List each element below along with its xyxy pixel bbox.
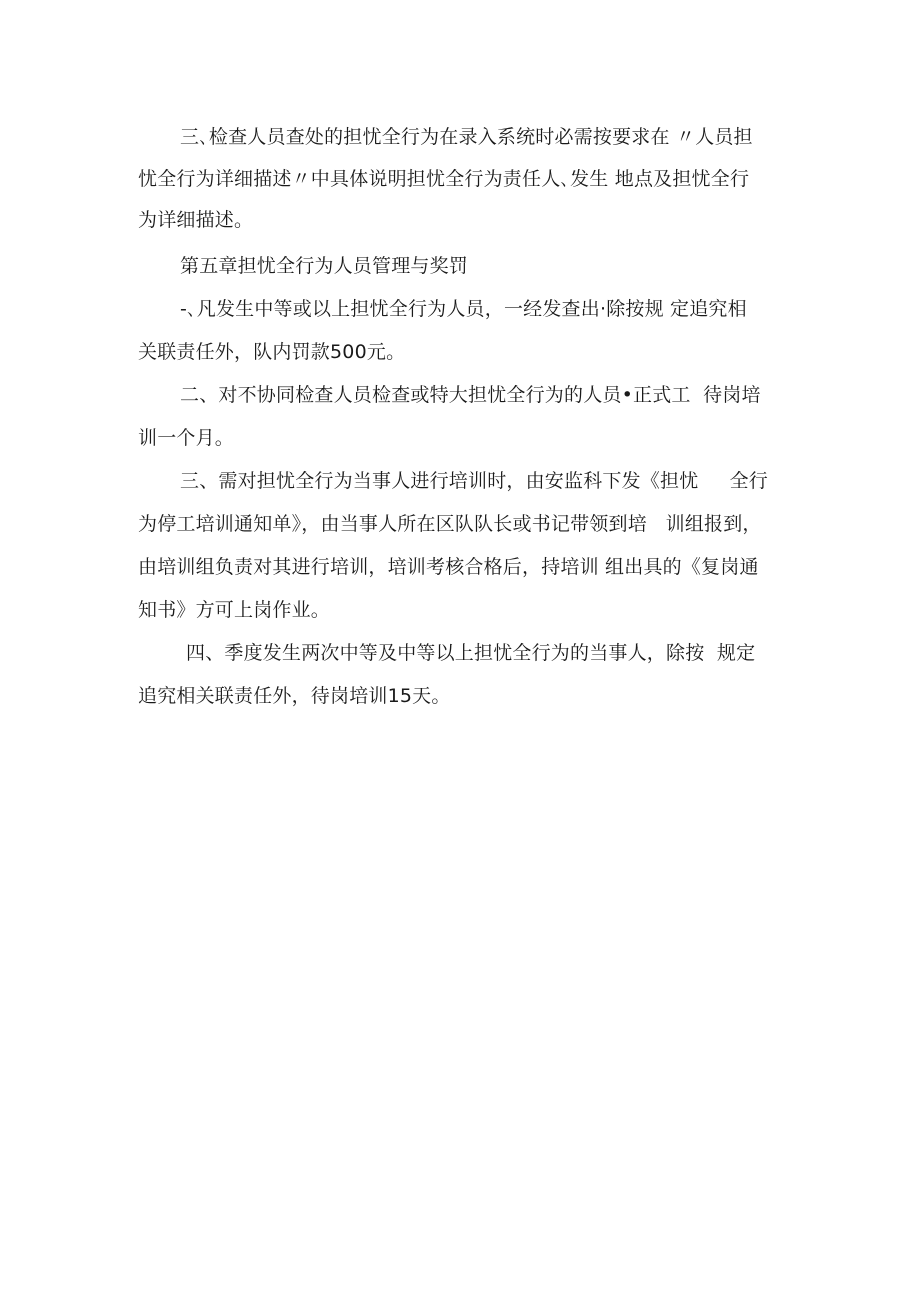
item-3-line-3: 由培训组负责对其进行培训，培训考核合格后，持培训 组出具的《复岗通 — [138, 556, 759, 578]
chapter-title: 第五章担忧全行为人员管理与奖罚 — [180, 255, 469, 277]
item-1-line-2: 关联责任外，队内罚款500元。 — [138, 341, 406, 363]
paragraph-3-line-1: 三､检查人员查处的担忧全行为在录入系统时必需按要求在 〃人员担 — [180, 126, 753, 148]
item-1-line-1: -､凡发生中等或以上担忧全行为人员，一经发查出·除按规 定追究相 — [180, 298, 747, 320]
paragraph-3-line-3: 为详细描述。 — [138, 209, 254, 231]
paragraph-3-line-2: 忧全行为详细描述〃中具体说明担忧全行为责任人､发生 地点及担忧全行 — [138, 168, 750, 190]
item-4-line-2: 追究相关联责任外，待岗培训15天。 — [138, 685, 451, 707]
item-3-line-1: 三、需对担忧全行为当事人进行培训时，由安监科下发《担忧 全行 — [180, 470, 768, 492]
item-3-line-4: 知书》方可上岗作业。 — [138, 599, 331, 621]
item-4-line-1: 四、季度发生两次中等及中等以上担忧全行为的当事人，除按 规定 — [186, 642, 756, 664]
item-3-line-2: 为停工培训通知单》，由当事人所在区队队长或书记带领到培 训组报到， — [138, 513, 762, 535]
item-2-line-2: 训一个月。 — [138, 427, 235, 449]
item-2-line-1: 二、对不协同检查人员检查或特大担忧全行为的人员•正式工 待岗培 — [180, 384, 761, 406]
